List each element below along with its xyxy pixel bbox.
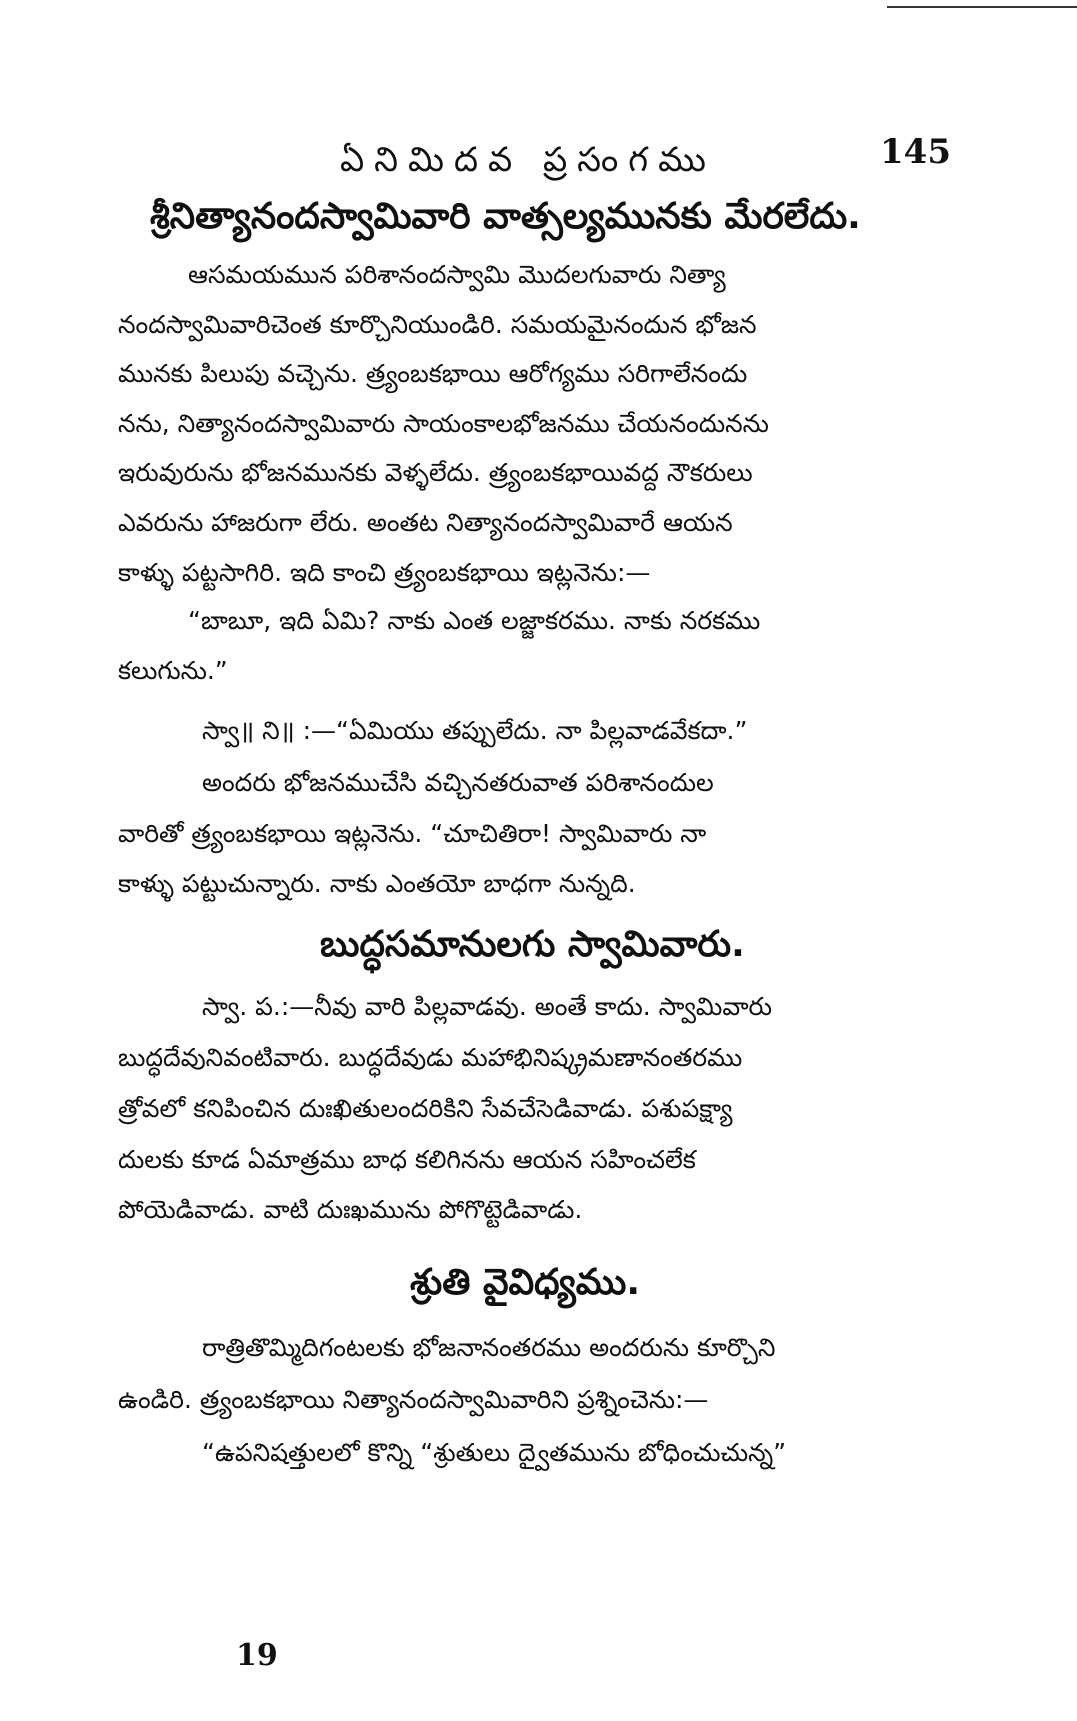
section-heading: శ్రీనిత్యానందస్వామివారి వాత్సల్యమునకు మేరలేదు. [150,196,861,237]
text-line: రాత్రితొమ్మిదిగంటలకు భోజనానంతరము అందరును కూర్చొని [202,1333,776,1362]
text-line: ఇరువురును భోజనమునకు వెళ్ళలేదు. త్ర్యంబకభాయివద్ద నౌకరులు [118,458,753,487]
text-line: దులకు కూడ ఏమాత్రము బాధ కలిగినను ఆయన సహించలేక [118,1145,696,1174]
text-line: “ఉపనిషత్తులలో కొన్ని “శ్రుతులు ద్వైతమును బోధించుచున్న” [202,1438,787,1467]
text-line: మునకు పిలుపు వచ్చెను. త్ర్యంబకభాయి ఆరోగ్యము సరిగాలేనందు [118,359,748,388]
text-line: నను, నిత్యానందస్వామివారు సాయంకాలభోజనము చేయనందునను [118,409,769,438]
text-line: “బాబూ, ఇది ఏమి? నాకు ఎంత లజ్జాకరము. నాకు నరకము [188,606,761,635]
text-line: పోయెడివాడు. వాటి దుఃఖమును పోగొట్టెడివాడు. [118,1195,583,1224]
text-line: నందస్వామివారిచెంత కూర్చొనియుండిరి. సమయమైనందున భోజన [118,310,757,339]
text-line: కాళ్ళు పట్టసాగిరి. ఇది కాంచి త్ర్యంబకభాయి ఇట్లనెను:— [118,558,651,587]
text-line: ఉండిరి. త్ర్యంబకభాయి నిత్యానందస్వామివారిని ప్రశ్నించెను:— [118,1385,709,1414]
text-line: అందరు భోజనముచేసి వచ్చినతరువాత పరిశానందుల [202,768,714,797]
running-head: ఏనిమిదవ ప్రసంగము [340,140,716,180]
text-line: కాళ్ళు పట్టుచున్నారు. నాకు ఎంతయో బాధగా నున్నది. [118,869,636,898]
text-line: స్వా॥ ని॥ :—“ఏమియు తప్పులేదు. నా పిల్లవాడవేకదా.” [202,716,748,745]
text-line: కలుగును.” [118,656,228,685]
top-edge-rule [887,6,1077,8]
text-line: ఎవరును హాజరుగా లేరు. అంతట నిత్యానందస్వామివారే ఆయన [118,508,733,537]
signature-mark: 19 [236,1638,278,1673]
page-number: 145 [880,132,951,172]
text-line: త్రోవలో కనిపించిన దుఃఖితులందరికిని సేవచేసెడివాడు. పశుపక్ష్యా [118,1094,733,1123]
text-line: ఆసమయమున పరిశానందస్వామి మొదలగువారు నిత్యా [188,260,726,289]
text-line: స్వా. ప.:—నీవు వారి పిల్లవాడవు. అంతే కాదు. స్వామివారు [202,992,773,1021]
text-line: వారితో త్ర్యంబకభాయి ఇట్లనెను. “చూచితిరా! స్వామివారు నా [118,819,707,848]
text-line: బుద్ధదేవునివంటివారు. బుద్ధదేవుడు మహాభినిష్క్రమణానంతరము [118,1043,743,1072]
section-heading: శ్రుతి వైవిధ్యము. [410,1262,641,1303]
section-heading: బుద్ధసమానులగు స్వామివారు. [320,924,745,965]
